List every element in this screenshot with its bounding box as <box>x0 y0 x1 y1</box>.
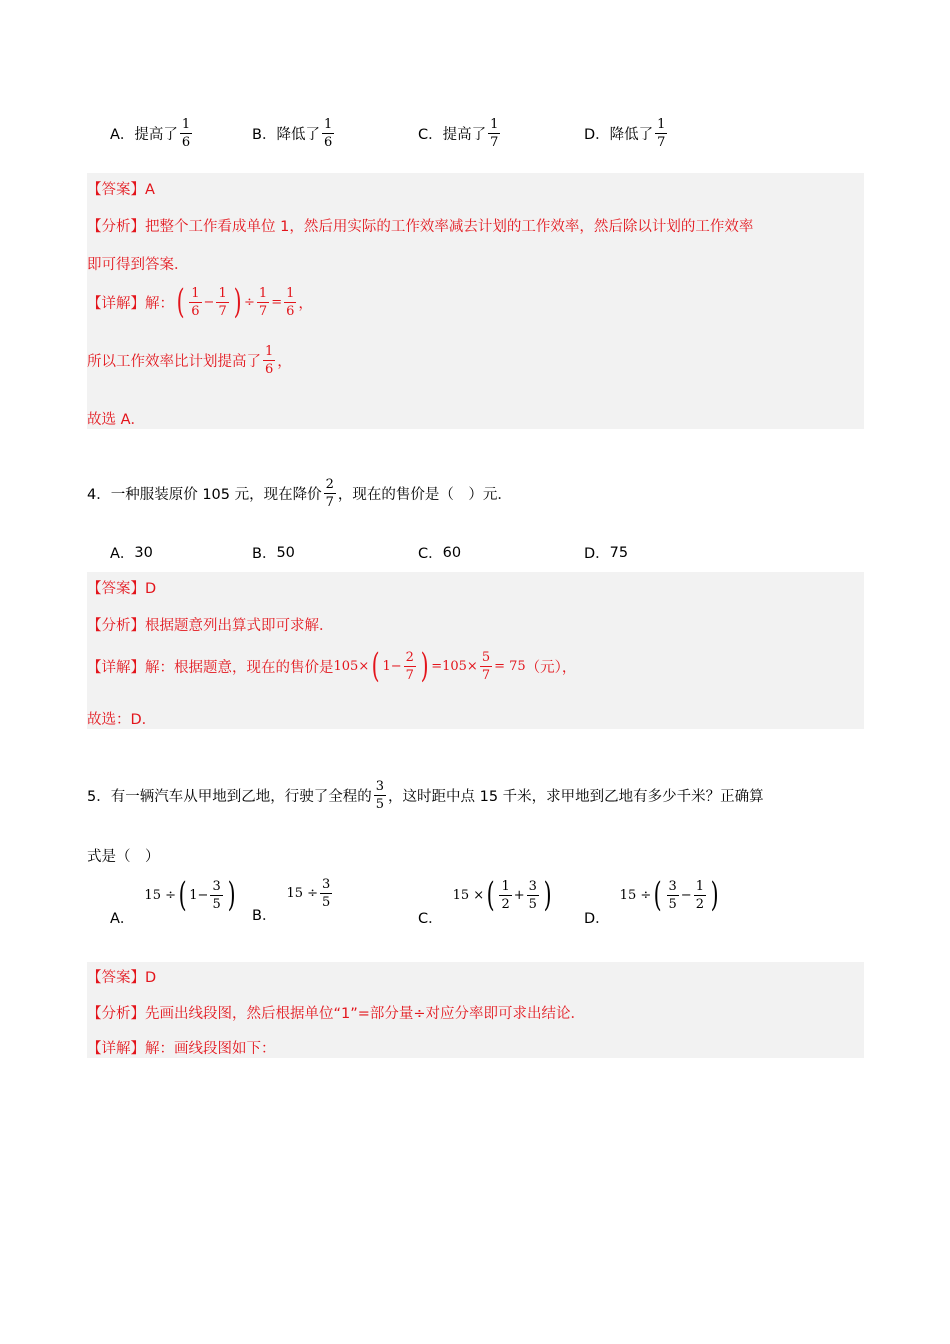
numerator: 1 <box>181 117 191 132</box>
detail-label: 【详解】 <box>87 295 145 312</box>
option-expression <box>144 875 238 915</box>
q3-analysis-line2 <box>87 253 189 274</box>
fraction <box>404 651 416 682</box>
fraction <box>257 287 269 318</box>
numerator: 1 <box>191 285 200 301</box>
numerator: 3 <box>528 878 537 894</box>
q5-stem-line2 <box>87 845 160 866</box>
q4-option-b <box>252 542 295 563</box>
option-letter: A． <box>110 911 135 927</box>
q3-option-d <box>584 118 669 149</box>
question-text-cont: ，这时距中点 15 千米，求甲地到乙地有多少千米？正确算 <box>388 789 764 805</box>
denominator: 7 <box>481 667 491 683</box>
option-letter: A． <box>110 546 135 562</box>
q5-option-b <box>252 878 334 925</box>
numerator: 1 <box>258 285 268 301</box>
q3-option-c <box>418 118 502 149</box>
right-paren: ) <box>543 875 552 915</box>
denominator: 7 <box>325 495 334 510</box>
numerator: 1 <box>265 344 274 359</box>
choice-text: 故选 A． <box>87 412 146 428</box>
q4-option-c <box>418 542 461 563</box>
denominator: 7 <box>258 303 268 319</box>
denominator: 2 <box>501 896 510 912</box>
q5-option-c <box>418 875 554 928</box>
numerator: 2 <box>325 477 334 492</box>
divide-sign: ÷ <box>244 294 255 310</box>
q5-detail <box>87 1037 276 1058</box>
option-letter: C． <box>418 127 443 143</box>
numerator: 1 <box>286 285 295 301</box>
minus-sign: − <box>680 887 692 903</box>
expression-part: 105× <box>333 658 370 674</box>
fraction <box>284 287 296 318</box>
fraction <box>210 880 222 911</box>
question-text-cont: ，现在的售价是（ ）元． <box>337 487 512 503</box>
option-letter: D． <box>584 546 610 562</box>
q5-answer <box>87 966 156 987</box>
option-expression <box>619 875 722 915</box>
option-expression <box>452 875 555 915</box>
denominator: 6 <box>265 362 274 377</box>
q3-option-b <box>252 118 336 149</box>
option-text: 60 <box>442 544 462 561</box>
expression-part: =105× <box>431 658 478 674</box>
q3-detail <box>87 282 313 322</box>
choice-text: 故选：D． <box>87 712 157 728</box>
question-text: 4．一种服装原价 105 元，现在降价 <box>87 487 322 503</box>
numerator: 3 <box>212 878 221 894</box>
analysis-text: 先画出线段图，然后根据单位“1”=部分量÷对应分率即可求出结论． <box>145 1006 586 1022</box>
q4-option-d <box>584 542 628 563</box>
q3-option-a <box>110 118 194 149</box>
fraction <box>499 880 511 911</box>
expression-part: 15 ÷ <box>144 887 176 903</box>
expression-part: 1− <box>382 658 402 674</box>
q3-solution-box <box>87 173 864 429</box>
option-text: 提高了 <box>442 127 487 143</box>
numerator: 1 <box>490 117 499 132</box>
option-fraction <box>488 118 500 149</box>
q4-detail-expression <box>333 646 526 686</box>
analysis-text: 根据题意列出算式即可求解． <box>145 618 334 634</box>
equals-sign: = <box>271 294 283 310</box>
fraction <box>527 880 539 911</box>
numerator: 1 <box>501 878 510 894</box>
fraction <box>324 478 336 509</box>
expression-part: 1− <box>189 887 209 903</box>
option-letter: B． <box>252 127 277 143</box>
option-text: 降低了 <box>609 127 654 143</box>
fraction <box>480 651 492 682</box>
denominator: 6 <box>191 303 200 319</box>
option-expression <box>286 878 334 909</box>
q4-choice <box>87 708 156 729</box>
numerator: 1 <box>323 117 333 132</box>
q4-solution-box <box>87 572 864 729</box>
q5-option-a <box>110 875 238 928</box>
right-paren: ) <box>227 875 236 915</box>
numerator: 1 <box>657 117 666 132</box>
q4-detail <box>87 646 577 686</box>
numerator: 2 <box>405 649 414 665</box>
option-letter: C． <box>418 911 443 927</box>
analysis-label: 【分析】 <box>87 1006 145 1022</box>
right-paren: ) <box>710 875 719 915</box>
analysis-text: 把整个工作看成单位 1，然后用实际的工作效率减去计划的工作效率，然后除以计划的工作效率 <box>145 219 754 235</box>
expression-part: 15 × <box>452 887 485 903</box>
option-text: 50 <box>276 544 295 561</box>
denominator: 5 <box>375 797 385 812</box>
denominator: 7 <box>657 135 666 150</box>
option-letter: D． <box>584 911 610 927</box>
minus-sign: − <box>203 294 215 310</box>
denominator: 6 <box>286 303 295 319</box>
numerator: 5 <box>481 649 491 665</box>
right-paren: ) <box>233 282 242 322</box>
denominator: 5 <box>528 896 537 912</box>
denominator: 6 <box>323 135 333 150</box>
answer-text: 【答案】D <box>87 581 157 597</box>
q4-analysis <box>87 614 334 635</box>
punctuation: ， <box>277 354 292 370</box>
q3-detail-expression <box>174 282 298 322</box>
q5-stem-line1 <box>87 780 764 811</box>
punctuation: ， <box>298 295 313 312</box>
plus-sign: + <box>513 887 525 903</box>
expression-part: = 75 <box>494 658 526 674</box>
analysis-label: 【分析】 <box>87 219 145 235</box>
q5-analysis <box>87 1002 585 1023</box>
left-paren: ( <box>178 875 187 915</box>
option-text: 提高了 <box>134 127 178 143</box>
q4-option-a <box>110 542 153 563</box>
q5-solution-box <box>87 962 864 1058</box>
q3-analysis-line1 <box>87 215 753 236</box>
option-text: 降低了 <box>276 127 320 143</box>
question-text-cont: 式是（ ） <box>87 849 160 865</box>
left-paren: ( <box>653 875 662 915</box>
numerator: 3 <box>668 878 677 894</box>
detail-label: 【详解】 <box>87 659 145 676</box>
q4-stem <box>87 478 512 509</box>
denominator: 7 <box>218 303 227 319</box>
left-paren: ( <box>486 875 495 915</box>
q4-answer <box>87 577 156 598</box>
q3-answer <box>87 178 155 199</box>
denominator: 6 <box>181 135 191 150</box>
analysis-text-cont: 即可得到答案． <box>87 257 189 273</box>
option-letter: B． <box>252 546 277 562</box>
left-paren: ( <box>371 646 380 686</box>
answer-text: 【答案】A <box>87 182 155 198</box>
expression-part: 15 ÷ <box>619 887 652 903</box>
option-letter: C． <box>418 546 443 562</box>
fraction <box>694 880 706 911</box>
detail-text: 解：画线段图如下： <box>145 1041 276 1057</box>
numerator: 1 <box>218 285 227 301</box>
numerator: 3 <box>375 779 385 794</box>
fraction <box>374 780 386 811</box>
denominator: 2 <box>695 896 704 912</box>
denominator: 5 <box>668 896 677 912</box>
denominator: 5 <box>322 895 331 910</box>
expression-part: 15 ÷ <box>286 886 319 901</box>
fraction <box>320 878 332 909</box>
denominator: 7 <box>405 667 414 683</box>
option-fraction <box>655 118 667 149</box>
option-letter: D． <box>584 127 610 143</box>
denominator: 7 <box>490 135 499 150</box>
option-letter: B． <box>252 908 277 924</box>
answer-text: 【答案】D <box>87 970 157 986</box>
detail-text: 解：根据题意，现在的售价是 <box>145 659 334 676</box>
question-text: 5．有一辆汽车从甲地到乙地，行驶了全程的 <box>87 789 372 805</box>
option-text: 75 <box>609 544 629 561</box>
fraction <box>216 287 228 318</box>
option-text: 30 <box>134 544 153 561</box>
option-letter: A． <box>110 127 135 143</box>
detail-prefix: 解： <box>145 295 174 312</box>
fraction <box>667 880 679 911</box>
right-paren: ) <box>420 646 429 686</box>
conclusion-text: 所以工作效率比计划提高了 <box>87 354 261 370</box>
q5-option-d <box>584 875 721 928</box>
numerator: 1 <box>695 878 704 894</box>
q3-choice <box>87 408 145 429</box>
left-paren: ( <box>176 282 185 322</box>
fraction <box>189 287 201 318</box>
fraction <box>263 345 275 376</box>
unit-text: （元）， <box>525 659 577 676</box>
option-fraction <box>180 118 192 149</box>
analysis-label: 【分析】 <box>87 618 145 634</box>
detail-label: 【详解】 <box>87 1041 145 1057</box>
denominator: 5 <box>212 896 221 912</box>
q3-conclusion <box>87 345 292 376</box>
option-fraction <box>322 118 334 149</box>
numerator: 3 <box>322 877 331 892</box>
